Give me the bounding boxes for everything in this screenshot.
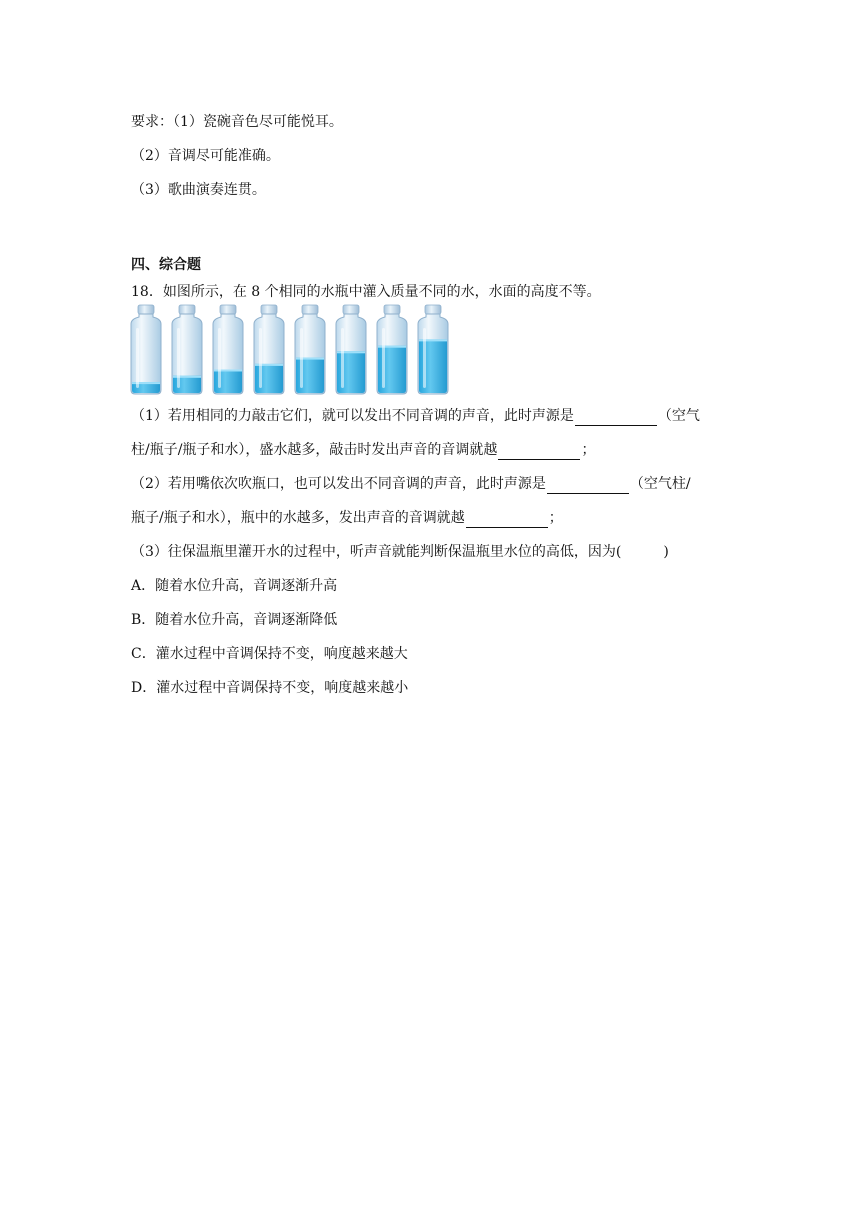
option-c[interactable]: C．灌水过程中音调保持不变，响度越来越大 (131, 646, 408, 662)
bottle-4 (254, 305, 284, 394)
bottle-2 (172, 305, 202, 394)
part-1-line-2 (131, 440, 595, 460)
part-2-line-2 (131, 508, 563, 528)
bottle-cap (343, 305, 359, 314)
part-3-text-b: ) (663, 544, 669, 560)
bottle-cap (179, 305, 195, 314)
bottle-7 (377, 305, 407, 394)
part-1-text-b: （空气 (657, 408, 700, 424)
bottle-6 (336, 305, 366, 394)
section-title: 四、综合题 (131, 257, 201, 273)
part-3-line (131, 542, 669, 562)
bottle-5 (295, 305, 325, 394)
requirement-1: 要求：（1）瓷碗音色尽可能悦耳。 (131, 114, 343, 130)
bottle-highlight (218, 328, 221, 388)
water-bottles-figure (128, 304, 450, 396)
bottle-highlight (177, 328, 180, 388)
option-a[interactable]: A．随着水位升高，音调逐渐升高 (131, 578, 338, 594)
part-1-text-a: （1）若用相同的力敲击它们，就可以发出不同音调的声音，此时声源是 (131, 408, 574, 424)
bottle-cap (384, 305, 400, 314)
part-2-text-a: （2）若用嘴依次吹瓶口，也可以发出不同音调的声音，此时声源是 (131, 476, 546, 492)
bottle-body (131, 314, 161, 394)
bottle-highlight (423, 328, 426, 388)
bottle-3 (213, 305, 243, 394)
question-18-stem: 18．如图所示，在 8 个相同的水瓶中灌入质量不同的水，水面的高度不等。 (131, 284, 601, 300)
option-d[interactable]: D．灌水过程中音调保持不变，响度越来越小 (131, 680, 409, 696)
part-1-text-c: 柱/瓶子/瓶子和水），盛水越多，敲击时发出声音的音调就越 (131, 442, 498, 458)
part-2-text-d: ； (548, 510, 563, 526)
answer-blank-4[interactable] (466, 511, 548, 528)
bottle-cap (220, 305, 236, 314)
bottle-cap (138, 305, 154, 314)
bottle-highlight (382, 328, 385, 388)
answer-blank-1[interactable] (575, 409, 657, 426)
requirement-3: （3）歌曲演奏连贯。 (131, 182, 266, 198)
part-1-line-1 (131, 406, 700, 426)
bottle-cap (302, 305, 318, 314)
bottle-highlight (259, 328, 262, 388)
bottle-cap (261, 305, 277, 314)
bottle-highlight (136, 328, 139, 388)
part-2-text-b: （空气柱/ (629, 476, 691, 492)
bottle-cap (425, 305, 441, 314)
answer-blank-2[interactable] (498, 443, 580, 460)
bottle-8 (418, 305, 448, 394)
bottle-1 (131, 305, 161, 394)
bottle-highlight (300, 328, 303, 388)
part-2-text-c: 瓶子/瓶子和水），瓶中的水越多，发出声音的音调就越 (131, 510, 465, 526)
option-b[interactable]: B．随着水位升高，音调逐渐降低 (131, 612, 338, 628)
answer-blank-3[interactable] (547, 477, 629, 494)
part-3-text-a: （3）往保温瓶里灌开水的过程中，听声音就能判断保温瓶里水位的高低，因为( (131, 544, 622, 560)
requirement-2: （2）音调尽可能准确。 (131, 148, 280, 164)
bottle-highlight (341, 328, 344, 388)
part-1-text-d: ； (581, 442, 596, 458)
part-2-line-1 (131, 474, 691, 494)
